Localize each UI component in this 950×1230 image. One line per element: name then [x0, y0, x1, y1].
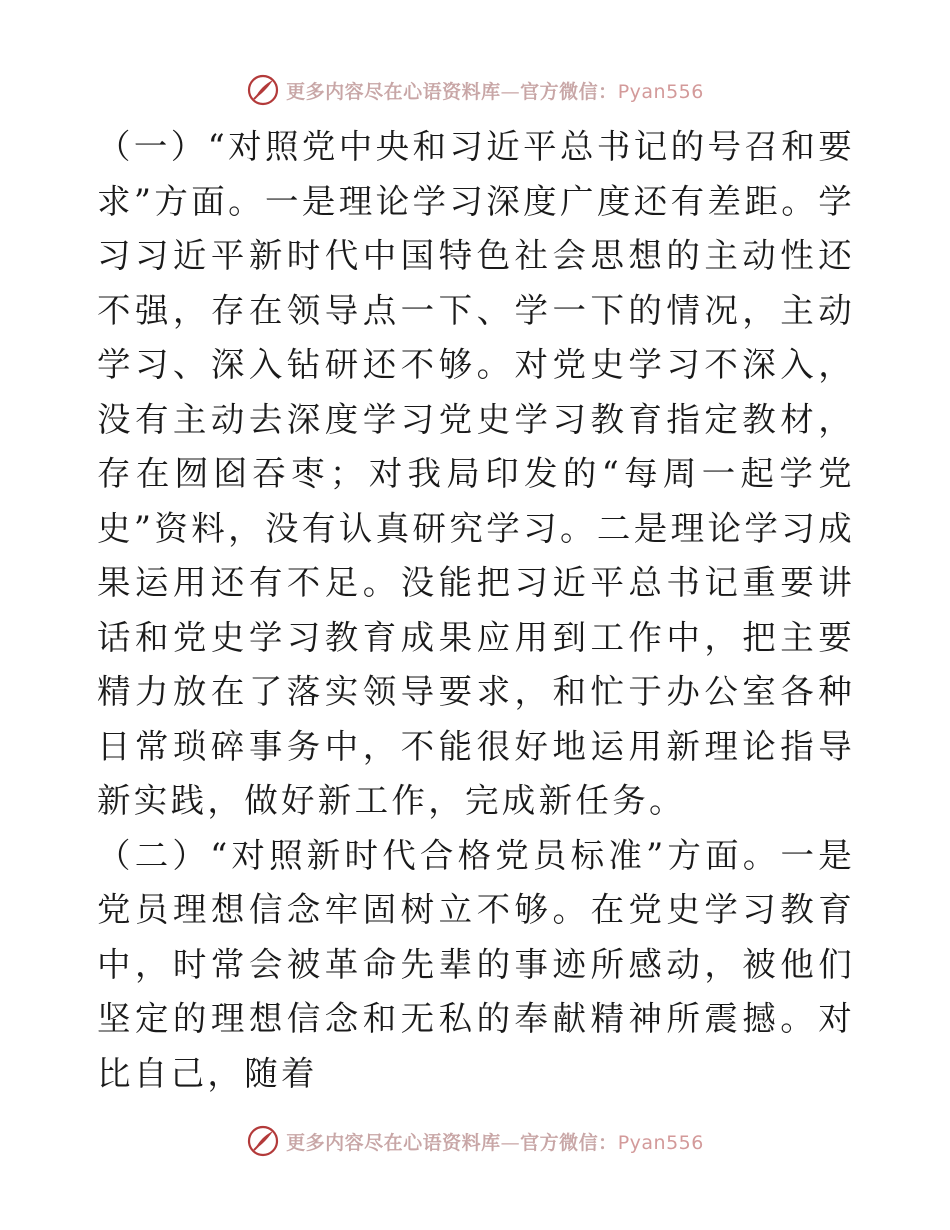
paragraph-one: （一）“对照党中央和习近平总书记的号召和要求”方面。一是理论学习深度广度还有差距。学习习近平新时代中国特色社会思想的主动性还不强，存在领导点一下、学一下的情况，主动学习、深入钻研还不够。对党史学习不深入，没有主动去深度学习党史学习教育指定教材，存在囫囵吞枣；对我局印发的“每周一起学党史”资料，没有认真研究学习。二是理论学习成果运用还有不足。没能把习近平总书记重要讲话和党史学习教育成果应用到工作中，把主要精力放在了落实领导要求，和忙于办公室各种日常琐碎事务中，不能很好地运用新理论指导新实践，做好新工作，完成新任务。: [97, 127, 855, 820]
watermark-label: 官方微信：: [520, 80, 618, 103]
watermark-dash: —: [500, 80, 521, 103]
watermark-account: Pyan556: [617, 80, 704, 103]
watermark-slogan: 更多内容尽在心语资料库: [286, 80, 501, 103]
watermark-dash: —: [500, 1131, 521, 1154]
quill-circle-logo-icon: [246, 73, 280, 107]
document-body: [97, 120, 855, 1101]
watermark-text: [286, 77, 704, 104]
header-watermark: [0, 70, 950, 110]
paragraph-two: （二）“对照新时代合格党员标准”方面。一是党员理想信念牢固树立不够。在党史学习教育中，时常会被革命先辈的事迹所感动，被他们坚定的理想信念和无私的奉献精神所震撼。对比自己，随着: [97, 835, 855, 1093]
watermark-text: [286, 1128, 704, 1155]
watermark-account: Pyan556: [617, 1131, 704, 1154]
quill-circle-logo-icon: [246, 1124, 280, 1158]
watermark-label: 官方微信：: [520, 1131, 618, 1154]
watermark-slogan: 更多内容尽在心语资料库: [286, 1131, 501, 1154]
footer-watermark: [0, 1121, 950, 1161]
